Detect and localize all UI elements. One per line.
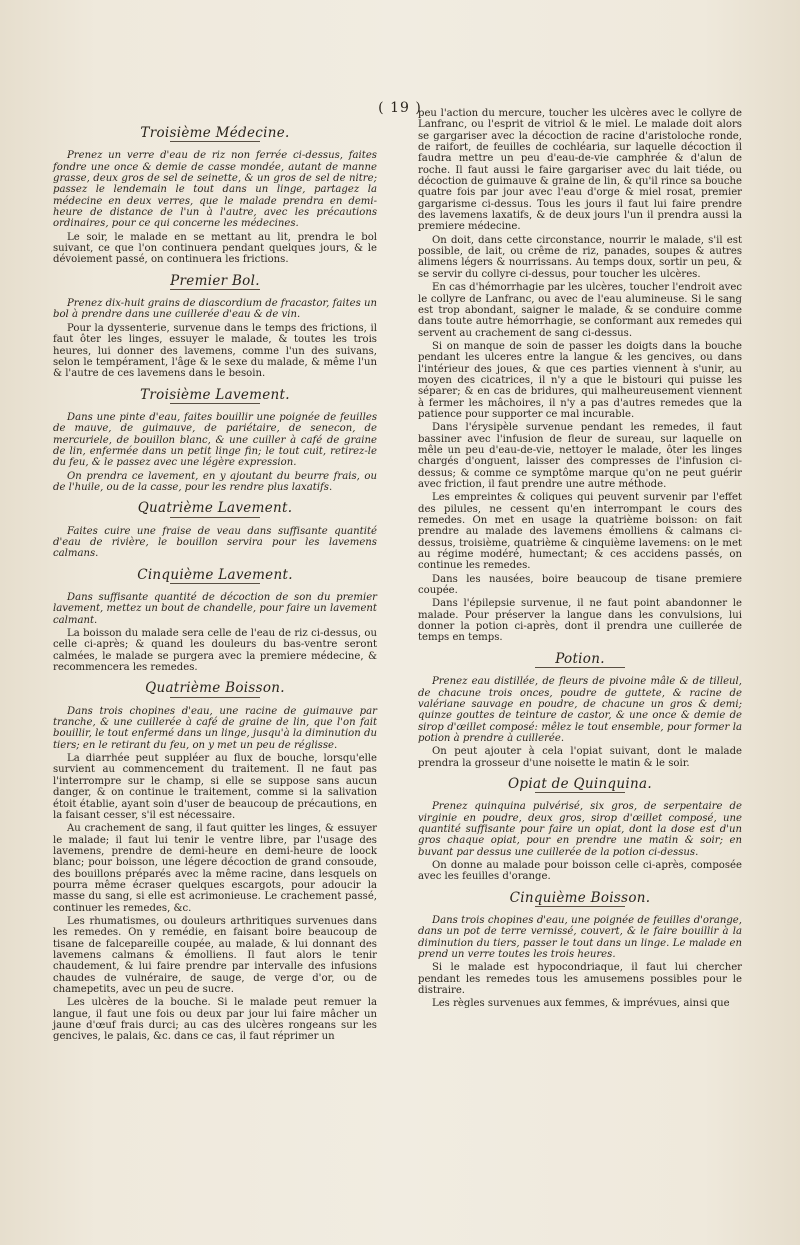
section-heading-text: Cinquième Lavement. (137, 566, 293, 583)
section-heading-text: Cinquième Boisson. (509, 889, 651, 906)
paragraph: Prenez un verre d'eau de riz non ferrée ci-dessus, faites fondre une once & demie de casse mondée, autant de manne grasse, deux gros de sel de seinette, & un gros de sel de nitre; passez le lendemain le tout dans un linge, partagez la médecine en deux verres, que le malade prendra en demi-heure de distance de l'un à l'autre, avec les précautions ordinaires, pour ce qui concerne les médecines. (53, 150, 377, 230)
section-heading-text: Opiat de Quinquina. (508, 775, 652, 792)
paragraph: On donne au malade pour boisson celle ci-après, composée avec les feuilles d'orange. (418, 859, 742, 883)
heading-rule (170, 141, 260, 142)
paragraph: Dans trois chopines d'eau, une racine de guimauve par tranche, & une cuillerée à café de graine de lin, que l'on fait bouillir, le tout enfermé dans un linge, jusqu'à la diminution du tiers; en le retirant du feu, on y met un peu de réglisse. (53, 705, 377, 751)
section-heading (418, 775, 742, 793)
paragraph: Au crachement de sang, il faut quitter les linges, & essuyer le malade; il faut lui tenir le ventre libre, par l'usage des lavemens, prendre de demi-heure en demi-heure de loock blanc; pour boisson, une légere décoction de grand consoude, des bouillons préparés avec la même racine, dans lesquels on pourra même écraser quelques escargots, pour adoucir la masse du sang, si elle est acrimonieuse. Le crachement passé, continuer les remedes, &c. (53, 823, 377, 914)
section-heading (53, 125, 377, 142)
heading-rule (170, 517, 260, 518)
paragraph: Dans l'érysipèle survenue pendant les remedes, il faut bassiner avec l'infusion de fleur de sureau, sur laquelle on mêle un peu d'eau-de-vie, nettoyer le malade, ôter les linges chargés d'onguent, laisser des compresses de l'infusion ci-dessus; & comme ce symptôme marque qu'on ne peut guérir avec friction, il faut prendre une autre méthode. (418, 422, 742, 490)
paragraph: On doit, dans cette circonstance, nourrir le malade, s'il est possible, de lait, ou crême de riz, panades, soupes & autres alimens légers & nourrissans. Au temps doux, sortir un peu, & se servir du collyre ci-dessus, pour toucher les ulcères. (418, 234, 742, 280)
section-heading-text: Troisième Médecine. (140, 125, 290, 141)
paragraph: peu l'action du mercure, toucher les ulcères avec le collyre de Lanfranc, ou l'esprit de vitriol & le miel. Le malade doit alors se gargariser avec la décoction de racine d'aristoloche ronde, de raifort, de feuilles de cochléaria, sur laquelle décoction il faudra mettre un peu d'eau-de-vie camphrée & d'alun de roche. Il faut aussi le faire gargariser avec du lait tiéde, ou décoction de guimauve & graine de lin, & qu'il rince sa bouche quatre fois par jour avec l'eau d'orge & miel rosat, premier gargarisme ci-dessus. Tous les jours il faut lui faire prendre des lavemens laxatifs, & de deux jours l'un il prendra aussi la premiere médecine. (418, 108, 742, 233)
page-number: ( 19 ) (378, 100, 422, 116)
paragraph: Dans suffisante quantité de décoction de son du premier lavement, mettez un bout de chandelle, pour faire un lavement calmant. (53, 592, 377, 626)
paragraph: Si le malade est hypocondriaque, il faut lui chercher pendant les remedes tous les amusemens possibles pour le distraire. (418, 962, 742, 997)
heading-rule (170, 403, 260, 404)
heading-rule (535, 906, 625, 907)
section-heading (418, 650, 742, 668)
paragraph: La diarrhée peut suppléer au flux de bouche, lorsqu'elle survient au commencement du traitement. Il ne faut pas l'interrompre sur le champ, si elle se suppose sans aucun danger, & on continue le traitement, comme si la salivation étoit établie, ayant soin d'user de beaucoup de précautions, en la faisant cesser, s'il est nécessaire. (53, 753, 377, 821)
paragraph: Prenez dix-huit grains de diascordium de fracastor, faites un bol à prendre dans une cuillerée d'eau & de vin. (53, 298, 377, 321)
section-heading (53, 500, 377, 517)
section-heading (53, 386, 377, 404)
heading-rule (170, 289, 260, 290)
section-heading (53, 272, 377, 290)
paragraph: La boisson du malade sera celle de l'eau de riz ci-dessus, ou celle ci-après; & quand les douleurs du bas-ventre seront calmées, le malade se purgera avec la premiere médecine, & recommencera les remedes. (53, 628, 377, 674)
paragraph: On prendra ce lavement, en y ajoutant du beurre frais, ou de l'huile, ou de la casse, pour les rendre plus laxatifs. (53, 470, 377, 493)
heading-rule (170, 697, 260, 698)
paragraph: Si on manque de soin de passer les doigts dans la bouche pendant les ulceres entre la langue & les gencives, ou dans l'intérieur des joues, & que ces parties viennent à s'unir, au moyen des cicatrices, il n'y a que le bistouri qui puisse les séparer; & en cas de bridures, qui malheureusement viennent à fermer les mâchoires, il n'y a pas d'autres remedes que la patience pour supporter ce mal incurable. (418, 340, 742, 420)
paragraph: Les ulcères de la bouche. Si le malade peut remuer la langue, il faut une fois ou deux par jour lui faire mâcher un jaune d'œuf frais durci; au cas des ulcères rongeans sur les gencives, le palais, &c. dans ce cas, il faut réprimer un (53, 997, 377, 1043)
paragraph: Dans trois chopines d'eau, une poignée de feuilles d'orange, dans un pot de terre vernissé, couvert, & le faire bouillir à la diminution du tiers, passer le tout dans un linge. Le malade en prend un verre toutes les trois heures. (418, 915, 742, 961)
section-heading-text: Troisième Lavement. (140, 386, 290, 403)
paragraph: Pour la dyssenterie, survenue dans le temps des frictions, il faut ôter les linges, essuyer le malade, & toutes les trois heures, lui donner des lavemens, comme l'un des suivans, selon le tempérament, l'âge & le sexe du malade, & même l'un & l'autre de ces lavemens dans le besoin. (53, 322, 377, 380)
paragraph: Prenez eau distillée, de fleurs de pivoine mâle & de tilleul, de chacune trois onces, poudre de guttete, & racine de valériane sauvage en poudre, de chacune un gros & demi; quinze gouttes de teinture de castor, & une once & demie de sirop d'œillet composé: mêlez le tout ensemble, pour former la potion à prendre à cuillerée. (418, 676, 742, 744)
heading-rule (170, 583, 260, 584)
heading-rule (535, 792, 625, 793)
section-heading (53, 680, 377, 697)
paragraph: Les empreintes & coliques qui peuvent survenir par l'effet des pilules, ne cessent qu'en interrompant le cours des remedes. On met en usage la quatrième boisson: on fait prendre au malade des lavemens émolliens & calmans ci-dessus, troisième, quatrième & cinquième lavemens: on le met au régime modéré, humectant; & ces accidens passés, on continue les remedes. (418, 492, 742, 572)
section-heading (53, 566, 377, 584)
section-heading-text: Quatrième Boisson. (145, 680, 285, 697)
left-text-column (53, 118, 377, 1045)
paragraph: On peut ajouter à cela l'opiat suivant, dont le malade prendra la grosseur d'une noisette le matin & le soir. (418, 746, 742, 769)
paragraph: Les rhumatismes, ou douleurs arthritiques survenues dans les remedes. On y remédie, en faisant boire beaucoup de tisane de falcepareille coupée, au malade, & lui donnant des lavemens calmans & émolliens. Il faut alors le tenir chaudement, & lui faire prendre par intervalle des infusions chaudes de vulnéraire, de sauge, de verge d'or, ou de chamepetits, avec un peu de sucre. (53, 915, 377, 995)
section-heading-text: Quatrième Lavement. (137, 500, 293, 517)
paragraph: Prenez quinquina pulvérisé, six gros, de serpentaire de virginie en poudre, deux gros, sirop d'œillet composé, une quantité suffisante pour faire un opiat, dont la dose est d'un gros chaque opiat, pour en prendre une matin & soir; en buvant par dessus une cuillerée de la potion ci-dessus. (418, 801, 742, 858)
heading-rule (535, 667, 625, 668)
section-heading-text: Premier Bol. (170, 272, 260, 289)
paragraph: Dans les nausées, boire beaucoup de tisane premiere coupée. (418, 573, 742, 597)
right-text-column (418, 108, 742, 1012)
paragraph: Faites cuire une fraise de veau dans suffisante quantité d'eau de rivière, le bouillon servira pour les lavemens calmans. (53, 525, 377, 560)
paragraph: Les règles survenues aux femmes, & imprévues, ainsi que (432, 998, 730, 1010)
paragraph: Dans l'épilepsie survenue, il ne faut point abandonner le malade. Pour préserver la langue dans les convulsions, lui donner la potion ci-après, dont il prendra une cuillerée de temps en temps. (418, 598, 742, 644)
paragraph: Dans une pinte d'eau, faites bouillir une poignée de feuilles de mauve, de guimauve, de pariétaire, de senecon, de mercuriele, de bouillon blanc, & une cuiller à café de graine de lin, enfermée dans un petit linge fin; le tout cuit, retirez-le du feu, & le passez avec une légère expression. (53, 411, 377, 469)
section-heading-text: Potion. (555, 650, 605, 667)
section-heading (418, 889, 742, 907)
paragraph: En cas d'hémorrhagie par les ulcères, toucher l'endroit avec le collyre de Lanfranc, ou avec de l'eau alumineuse. Si le sang est trop abondant, saigner le malade, & se conduire comme dans toute autre hémorrhagie, se conformant aux remedes qui servent au crachement de sang ci-dessus. (418, 282, 742, 339)
paragraph: Le soir, le malade en se mettant au lit, prendra le bol suivant, ce que l'on continuera pendant quelques jours, & le dévoiement passé, on continuera les frictions. (53, 231, 377, 266)
